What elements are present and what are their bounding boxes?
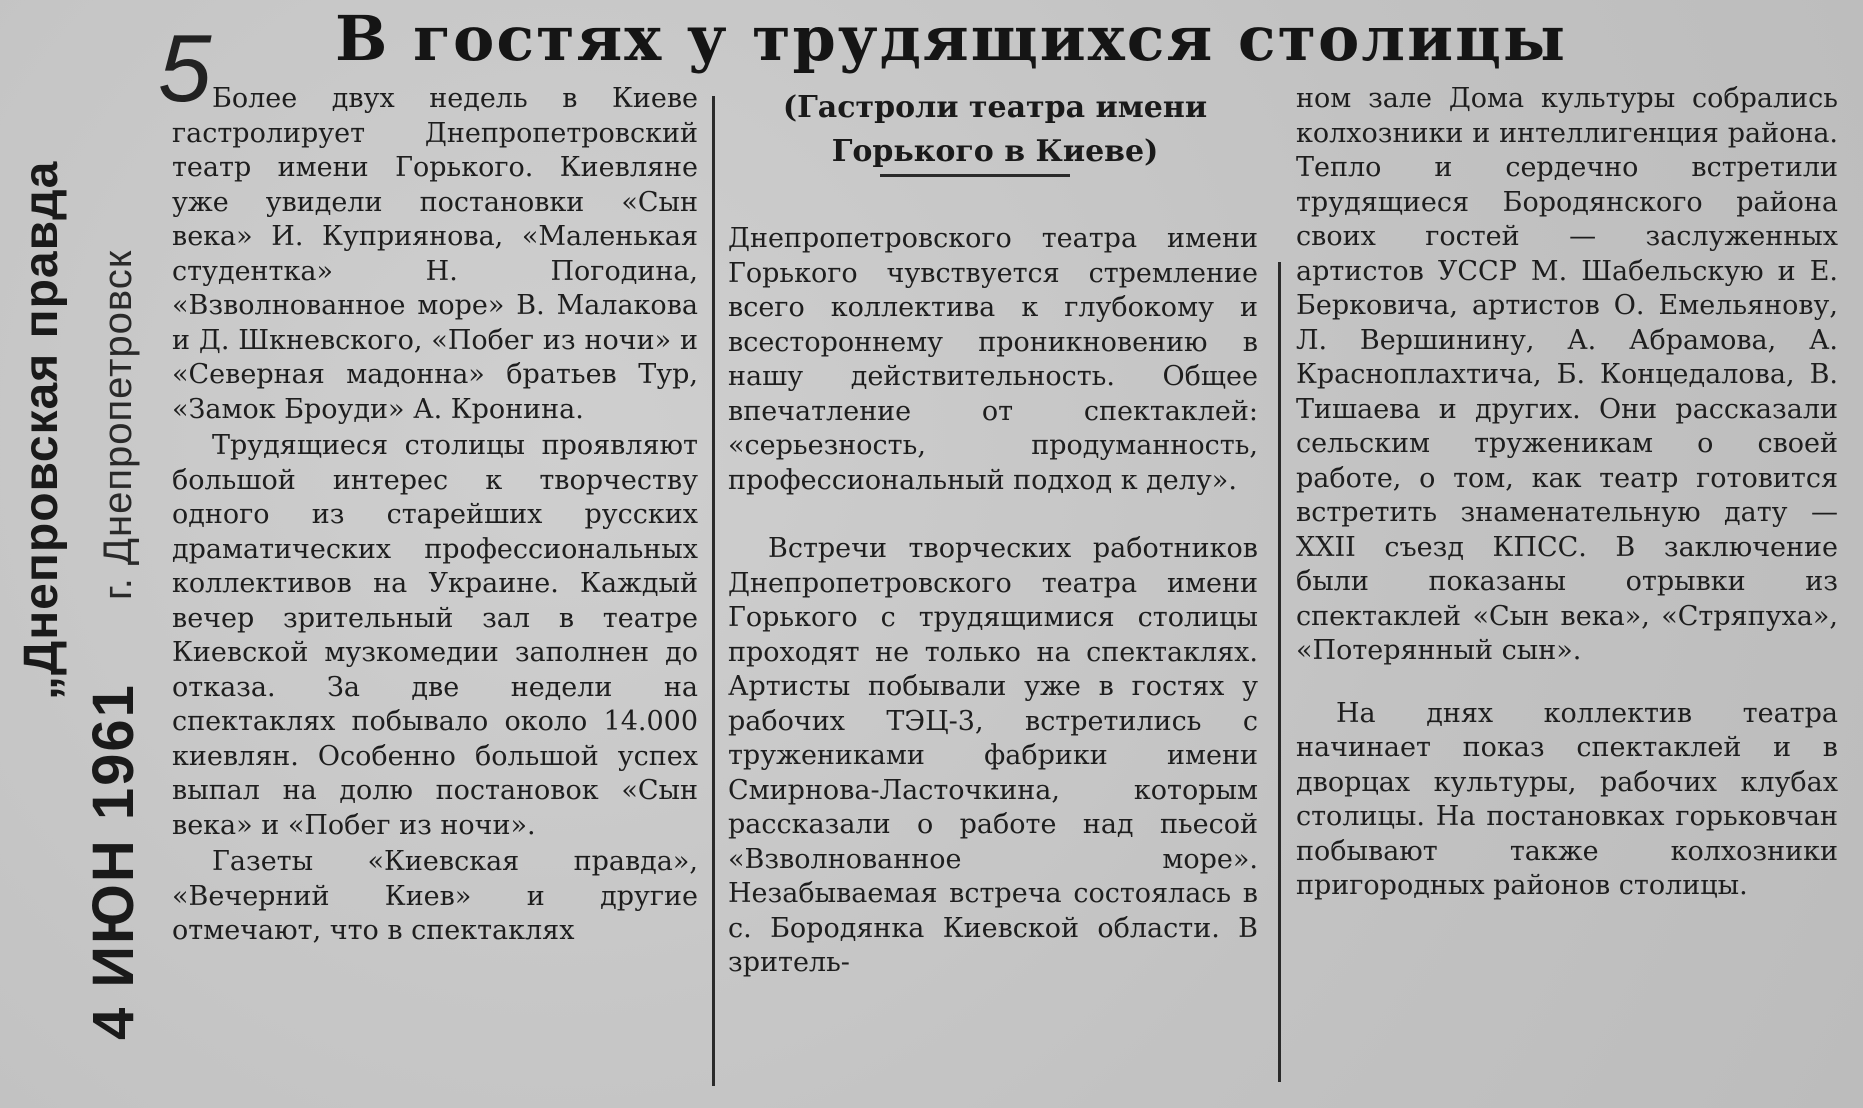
column-divider-1 [712, 96, 715, 1086]
article-subheadline: (Гастроли театра имени Горького в Киеве) [782, 90, 1208, 169]
paragraph: Днепропетровского театра имени Горького чувствуется стремление всего коллектива к глубокому и всестороннему проникновению в нашу действительность. Общее впечатление от спектаклей: «серьезность, продуманность, профессиональный подход к делу». [728, 223, 1258, 496]
stamp-city: г. Днепропетровск [96, 249, 140, 600]
stamp-newspaper-name: „Днепровская правда [15, 160, 68, 700]
article-column-1 [172, 82, 698, 949]
article-headline: В гостях у трудящихся столицы [335, 2, 1568, 75]
paragraph: Газеты «Киевская правда», «Вечерний Киев» и другие отмечают, что в спектаклях [172, 846, 698, 946]
paragraph: На днях коллектив театра начинает показ спектаклей и в дворцах культуры, рабочих клубах столицы. На постановках горьковчан побывают также колхозники пригородных районов столицы. [1296, 697, 1838, 901]
paragraph: Более двух недель в Киеве гастролирует Днепропетровский театр имени Горького. Киевляне уже увидели постановки «Сын века» И. Куприянова, «Маленькая студентка» Н. Погодина, «Взволнованное море» В. Малакова и Д. Шкневского, «Побег из ночи» и «Северная мадонна» братьев Тур, «Замок Броуди» А. Кронина. [172, 83, 698, 425]
paragraph: Встречи творческих работников Днепропетровского театра имени Горького с трудящимися столицы проходят не только на спектаклях. Артисты побывали уже в гостях у рабочих ТЭЦ-3, встретились с тружениками фабрики имени Смирнова-Ласточкина, которым рассказали о работе над пьесой «Взволнованное море». Незабываемая встреча состоялась в с. Бородянка Киевской области. В зритель- [728, 533, 1258, 978]
paragraph: ном зале Дома культуры собрались колхозники и интеллигенция района. Тепло и сердечно встретили трудящиеся Бородянского района своих гостей — заслуженных артистов УССР М. Шабельскую и Е. Берковича, артистов О. Емельянову, Л. Вершинину, А. Абрамова, А. Красноплахтича, Б. Концедалова, В. Тишаева и других. Они рассказали сельским труженикам о своей работе, о том, как театр готовится встретить знаменательную дату — XXII съезд КПСС. В заключение были показаны отрывки из спектаклей «Сын века», «Стряпуха», «Потерянный сын». [1296, 83, 1838, 666]
article-column-3 [1296, 82, 1838, 904]
stamp-date: 4 ИЮН 1961 [81, 683, 146, 1040]
subheadline-divider [880, 174, 1070, 177]
paragraph: Трудящиеся столицы проявляют большой интерес к творчеству одного из старейших русских драматических профессиональных коллективов на Украине. Каждый вечер зрительный зал в театре Киевской музкомедии заполнен до отказа. За две недели на спектаклях побывало около 14.000 киевлян. Особенно большой успех выпал на долю постановок «Сын века» и «Побег из ночи». [172, 430, 698, 841]
article-column-2 [728, 222, 1258, 981]
handwritten-mark: 5 [158, 15, 212, 122]
archive-stamp [0, 0, 165, 1108]
column-divider-2 [1278, 262, 1281, 1082]
